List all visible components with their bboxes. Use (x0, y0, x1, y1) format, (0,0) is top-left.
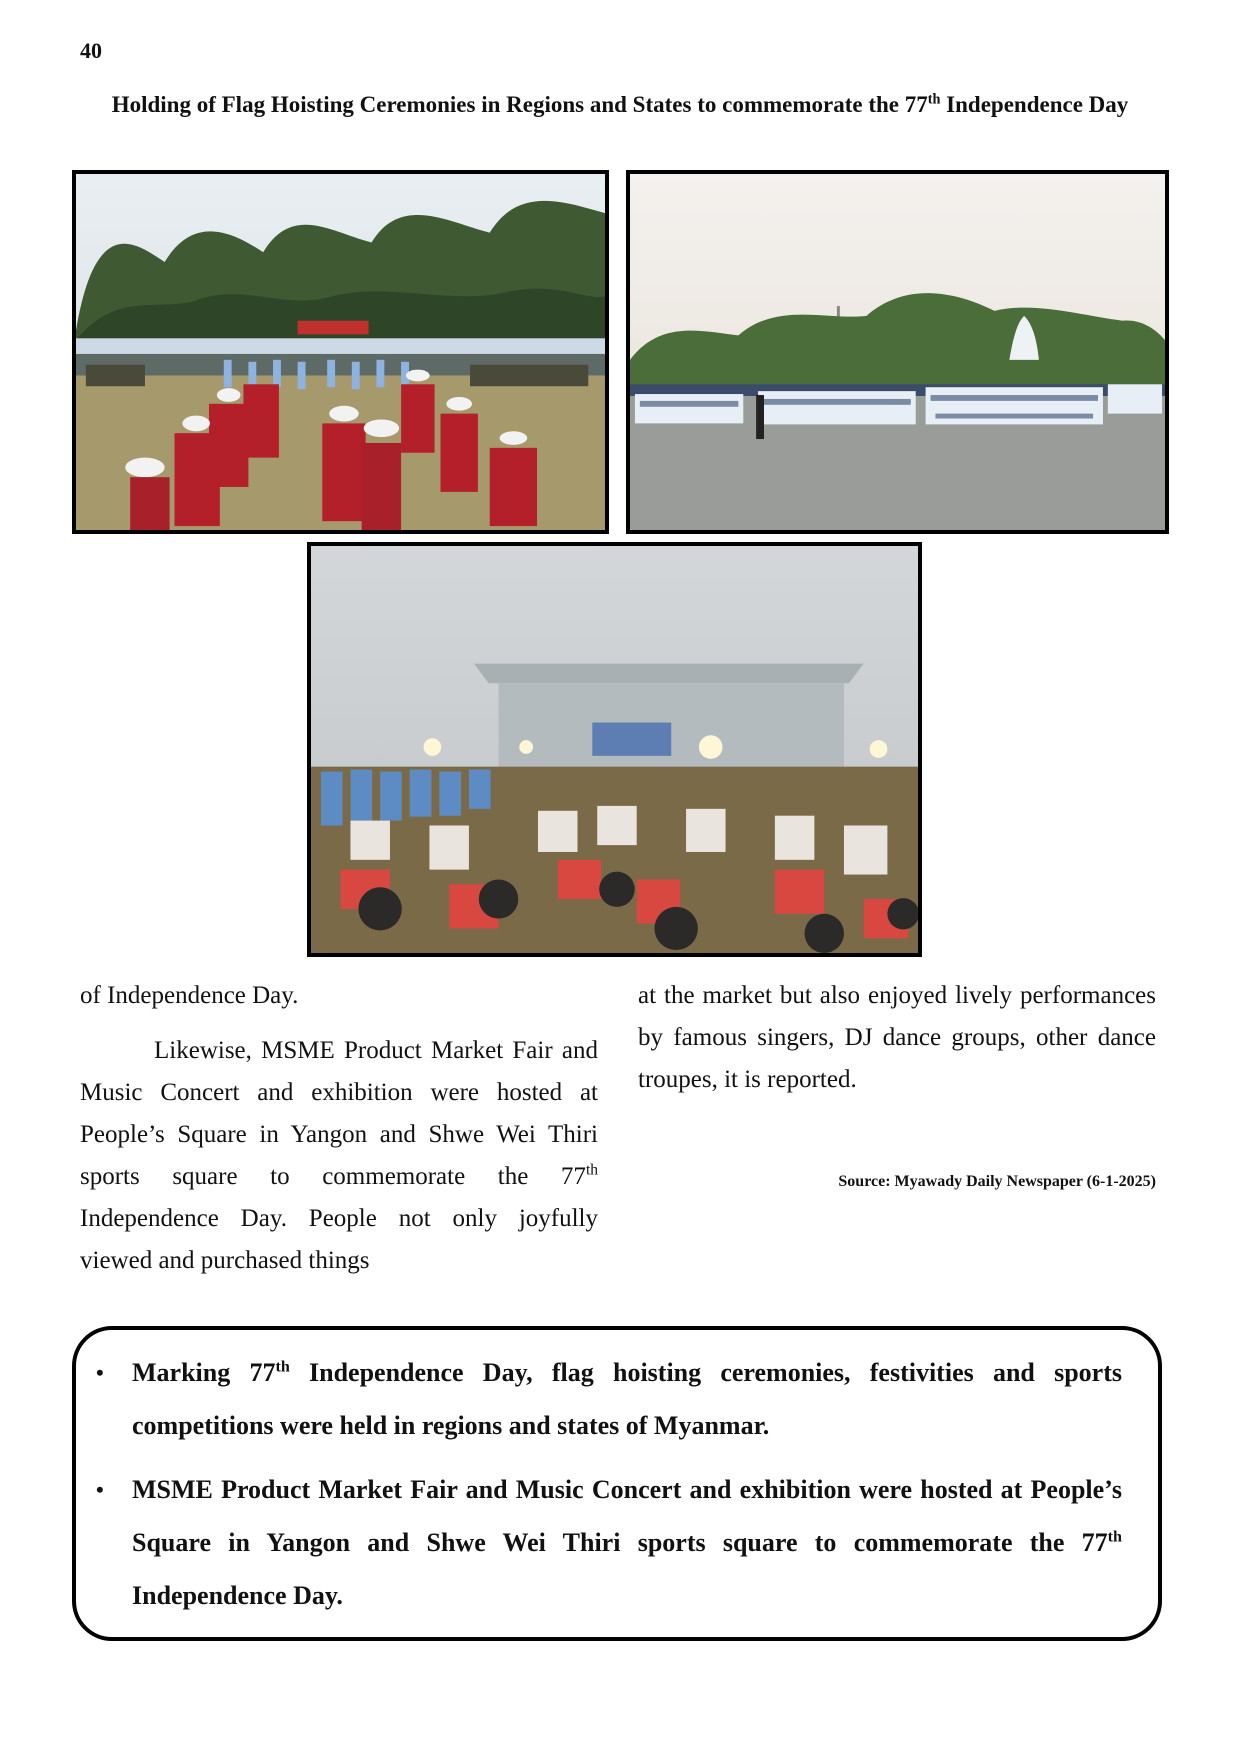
body-paragraph-right: at the market but also enjoyed lively performances by famous singers, DJ dance groups, other dance troupes, it is reported. (638, 982, 1156, 1093)
title-superscript: th (927, 91, 941, 108)
summary-item-2-part1: MSME Product Market Fair and Music Concert and exhibition were hosted at People’s Square in Yangon and Shwe Wei Thiri sports square to commemorate the 77 (132, 1475, 1122, 1557)
body-column-right (638, 975, 1156, 1101)
body-paragraph-continued: of Independence Day. (80, 982, 299, 1009)
summary-item (96, 1346, 1122, 1452)
seated-crowd-fountain-photo (626, 170, 1169, 534)
title-part2: Independence Day (940, 92, 1129, 117)
summary-item-1-part2: Independence Day, flag hoisting ceremonies, festivities and sports competitions were held in regions and states of Myanmar. (132, 1358, 1122, 1440)
source-credit: Source: Myawady Daily Newspaper (6-1-2025) (838, 1173, 1156, 1190)
bullet-icon: • (96, 1360, 104, 1385)
military-parade-photo (72, 170, 609, 534)
summary-item-2-superscript: th (1107, 1528, 1122, 1546)
page-title (80, 88, 1160, 122)
title-part1: Holding of Flag Hoisting Ceremonies in Regions and States to commemorate the 77 (111, 92, 928, 117)
body-superscript: th (585, 1161, 598, 1179)
foggy-ceremony-photo (307, 542, 922, 957)
summary-box (72, 1326, 1162, 1641)
summary-item-2-part2: Independence Day. (132, 1581, 343, 1610)
body-paragraph-msme-part2: Independence Day. People not only joyfully viewed and purchased things (80, 1205, 598, 1274)
bullet-icon: • (96, 1477, 104, 1502)
summary-item-1-superscript: th (275, 1358, 290, 1376)
body-paragraph-msme-part1: Likewise, MSME Product Market Fair and Music Concert and exhibition were hosted at People’s Square in Yangon and Shwe Wei Thiri sports square to commemorate the 77 (80, 1037, 598, 1190)
body-column-left (80, 975, 598, 1282)
page-number: 40 (80, 38, 102, 63)
summary-item (96, 1463, 1122, 1622)
body-paragraph-msme (80, 1030, 598, 1282)
summary-item-1-part1: Marking 77 (132, 1358, 276, 1387)
